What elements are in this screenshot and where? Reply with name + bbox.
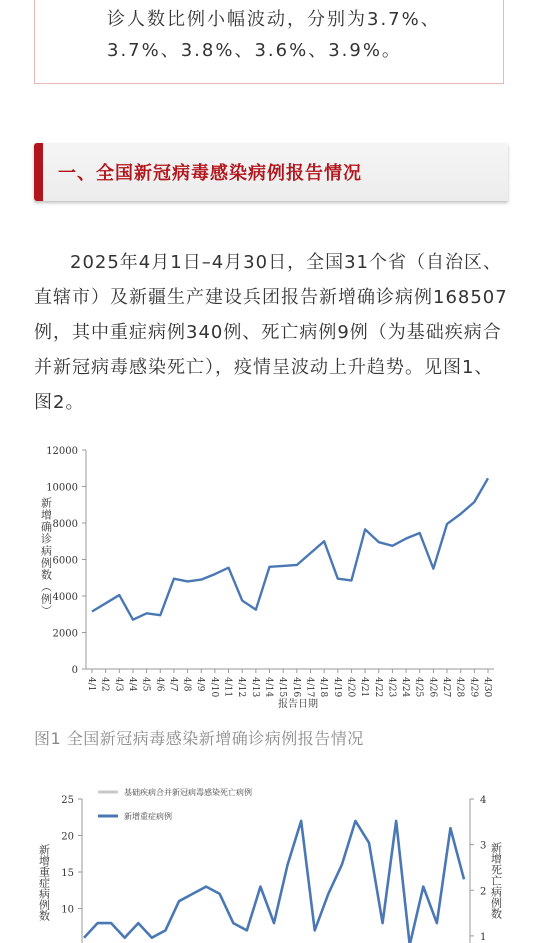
x-tick-label: 4/29 — [468, 677, 479, 698]
x-tick-label: 4/21 — [359, 677, 370, 698]
section-header — [34, 143, 508, 201]
x-tick-label: 4/6 — [154, 677, 165, 692]
x-tick-label: 4/8 — [181, 677, 192, 692]
y-tick-label: 25 — [61, 795, 74, 806]
y-tick-label: 4000 — [52, 592, 78, 603]
y-tick-label: 15 — [61, 868, 74, 879]
x-tick-label: 4/19 — [331, 677, 342, 698]
section-accent-bar — [34, 143, 43, 201]
y-tick-label: 8000 — [52, 519, 78, 530]
x-tick-label: 4/12 — [236, 677, 247, 698]
y-tick-label: 12000 — [46, 446, 78, 457]
x-tick-label: 4/10 — [208, 677, 219, 698]
x-tick-label: 4/22 — [372, 677, 383, 698]
x-tick-label: 4/15 — [277, 677, 288, 698]
legend-label: 基础疾病合并新冠病毒感染死亡病例 — [124, 788, 252, 797]
y-tick-label: 6000 — [52, 555, 78, 567]
series-line-new-cases — [92, 478, 488, 619]
figure1-caption: 图1 全国新冠病毒感染新增确诊病例报告情况 — [34, 729, 364, 748]
legend-label: 新增重症病例 — [124, 812, 172, 821]
y2-tick-label: 4 — [480, 795, 487, 806]
callout-box — [34, 0, 504, 84]
body-paragraph: 2025年4月1日–4月30日，全国31个省（自治区、直辖市）及新疆生产建设兵团报告新增确诊病例168507例，其中重症病例340例、死亡病例9例（为基础疾病合并新冠病毒感染死亡），疫情呈波动上升趋势。见图1、图2。 — [34, 252, 508, 413]
x-tick-label: 4/4 — [126, 677, 137, 692]
x-tick-label: 4/26 — [427, 677, 438, 698]
x-tick-label: 4/14 — [263, 677, 274, 698]
y2-tick-label: 1 — [480, 931, 487, 943]
x-tick-label: 4/20 — [345, 677, 356, 698]
x-tick-label: 4/24 — [400, 677, 411, 698]
x-tick-label: 4/30 — [482, 677, 492, 698]
x-tick-label: 4/9 — [195, 677, 206, 692]
callout-text: 诊人数比例小幅波动，分别为3.7%、3.7%、3.8%、3.6%、3.9%。 — [107, 9, 441, 61]
x-tick-label: 4/17 — [304, 677, 315, 698]
y2-axis-label: 新增死亡病例数 — [489, 842, 503, 919]
x-tick-label: 4/3 — [113, 677, 124, 692]
x-tick-label: 4/28 — [454, 677, 465, 698]
x-tick-label: 4/25 — [413, 677, 424, 698]
x-tick-label: 4/1 — [86, 677, 96, 692]
y-tick-label: 20 — [61, 831, 74, 843]
y-axis-label: 新增确诊病例数（例） — [39, 497, 53, 617]
x-tick-label: 4/23 — [386, 677, 397, 698]
x-tick-label: 4/11 — [222, 677, 233, 698]
x-tick-label: 4/18 — [318, 677, 329, 698]
section-title: 一、全国新冠病毒感染病例报告情况 — [58, 163, 362, 184]
x-axis-label: 报告日期 — [278, 699, 318, 710]
y-tick-label: 0 — [71, 665, 78, 676]
x-tick-label: 4/16 — [290, 677, 301, 698]
y-tick-label: 10 — [61, 904, 74, 916]
series-line-severe-cases — [84, 821, 464, 943]
y2-tick-label: 3 — [480, 840, 487, 852]
y-tick-label: 2000 — [52, 628, 78, 640]
x-tick-label: 4/7 — [167, 677, 178, 692]
y-axis-label: 新增重症病例数 — [37, 844, 51, 921]
x-tick-label: 4/5 — [140, 677, 151, 692]
figure2-chart — [0, 780, 540, 943]
x-tick-label: 4/2 — [99, 677, 110, 692]
x-tick-label: 4/27 — [441, 677, 452, 698]
figure1-chart — [0, 435, 540, 715]
y-tick-label: 10000 — [46, 482, 78, 494]
x-tick-label: 4/13 — [249, 677, 260, 698]
y2-tick-label: 2 — [480, 886, 487, 898]
